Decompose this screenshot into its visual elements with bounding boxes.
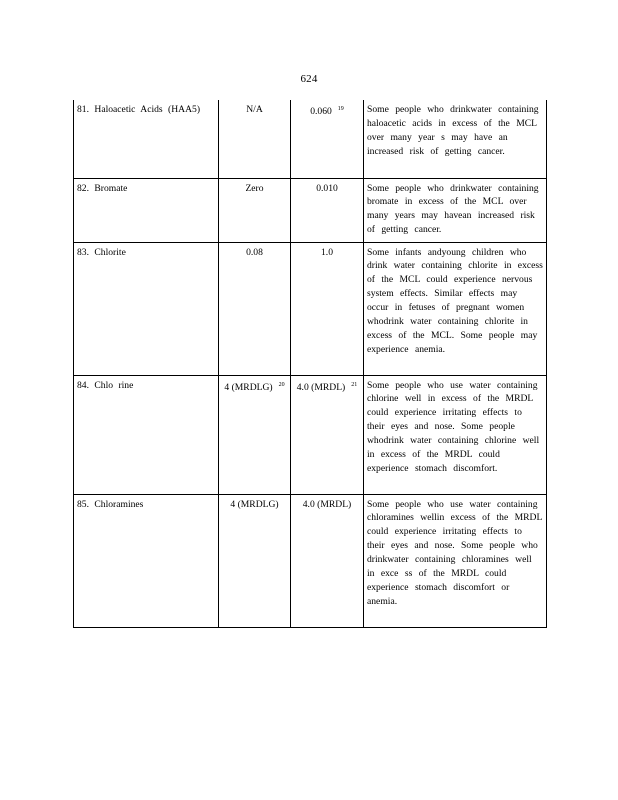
health-effect-text: Some people who use water containing chlorine well in excess of the MRDL could experience irritating effects to their eyes and nose. Some people whodrink water containing chlorine well in excess of the MRDL could experience stomach discomfort. — [367, 379, 540, 474]
contaminant-name: 81. Haloacetic Acids (HAA5) — [77, 104, 201, 115]
mcl-value: 0.010 — [316, 182, 338, 194]
contaminant-cell — [74, 242, 219, 375]
mclg-cell — [219, 100, 291, 178]
table-row — [74, 375, 547, 494]
table-row — [74, 100, 547, 178]
contaminant-cell — [74, 100, 219, 178]
contaminant-table — [73, 100, 547, 628]
mcl-cell — [291, 242, 364, 375]
table-row — [74, 242, 547, 375]
mclg-cell — [219, 494, 291, 627]
mclg-value: N/A — [246, 104, 263, 115]
contaminant-name: 85. Chloramines — [77, 498, 144, 510]
footnote-ref: 21 — [351, 381, 358, 388]
page-number: 624 — [300, 73, 318, 85]
mcl-value: 4.0 (MRDL) — [296, 381, 346, 393]
health-effect-text: Some people who use water containing chloramines wellin excess of the MRDL could experience irritating effects to their eyes and nose. Some people who drinkwater containing chloramines well in exce ss of the MRDL could experience stomach discomfort or anemia. — [367, 498, 542, 607]
mclg-cell — [219, 375, 291, 494]
contaminant-name: 84. Chlo rine — [77, 379, 134, 391]
mclg-cell — [219, 242, 291, 375]
health-effect-cell — [364, 100, 547, 178]
mcl-value: 1.0 — [321, 246, 333, 258]
table-row — [74, 178, 547, 242]
health-effect-text: Some infants andyoung children who drink water containing chlorite in excess of the MCL could experience nervous system effects. Similar effects may occur in fetuses of pregnant women whodrink water containing chlorite in excess of the MCL. Some people may experience anemia. — [367, 246, 543, 355]
contaminant-name: 83. Chlorite — [77, 246, 126, 258]
mclg-value: Zero — [245, 182, 264, 194]
health-effect-cell — [364, 242, 547, 375]
mcl-value: 0.060 — [310, 106, 332, 117]
mclg-value: 4 (MRDLG) — [230, 498, 279, 510]
mcl-cell — [291, 100, 364, 178]
table-row — [74, 494, 547, 627]
mclg-value: 0.08 — [246, 246, 263, 258]
contaminant-cell — [74, 375, 219, 494]
health-effect-text: Some people who drinkwater containing bromate in excess of the MCL over many years may havean increased risk of getting cancer. — [367, 182, 539, 236]
mcl-cell — [291, 178, 364, 242]
health-effect-cell — [364, 375, 547, 494]
mcl-value: 4.0 (MRDL) — [302, 498, 352, 510]
contaminant-cell — [74, 494, 219, 627]
health-effect-cell — [364, 178, 547, 242]
health-effect-text: Some people who drinkwater containing haloacetic acids in excess of the MCL over many year s may have an increased risk of getting cancer. — [367, 104, 539, 157]
footnote-ref: 19 — [337, 106, 344, 112]
contaminant-cell — [74, 178, 219, 242]
mcl-cell — [291, 494, 364, 627]
mcl-cell — [291, 375, 364, 494]
mclg-cell — [219, 178, 291, 242]
health-effect-cell — [364, 494, 547, 627]
contaminant-name: 82. Bromate — [77, 182, 128, 194]
footnote-ref: 20 — [278, 381, 285, 388]
mclg-value: 4 (MRDLG) — [224, 381, 273, 393]
